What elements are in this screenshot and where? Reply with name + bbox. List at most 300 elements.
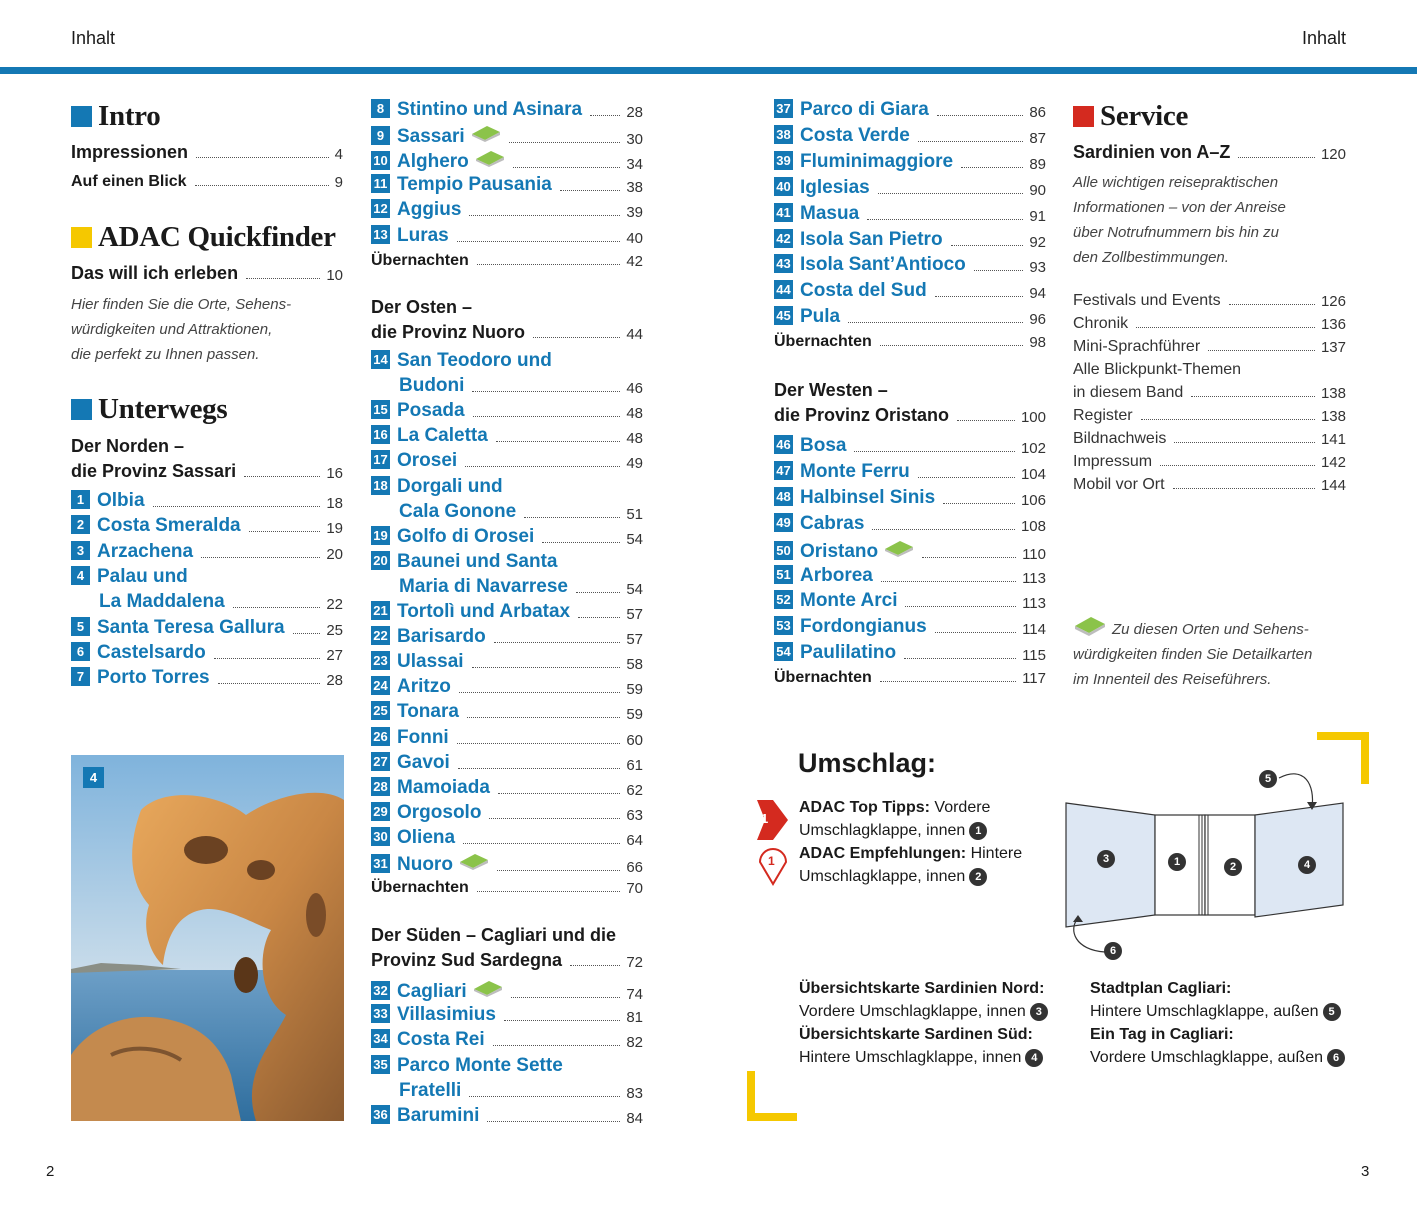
number-badge: 6 (1104, 942, 1122, 960)
toc-label: Fluminimaggiore (800, 150, 954, 172)
toc-page: 113 (1022, 569, 1046, 587)
section-intro (71, 96, 160, 136)
toc-label: Festivals und Events (1073, 292, 1221, 309)
toc-label: Oliena (397, 826, 456, 848)
number-badge: 22 (371, 626, 390, 645)
toc-page: 40 (626, 229, 643, 247)
toc-row-continued[interactable] (71, 591, 343, 613)
blue-square-icon (71, 399, 92, 420)
toc-page: 4 (334, 146, 343, 163)
toc-page: 114 (1022, 621, 1046, 639)
toc-row[interactable] (774, 513, 1046, 535)
service-row[interactable] (1073, 315, 1346, 333)
number-badge: 1 (969, 822, 987, 840)
number-badge: 42 (774, 229, 793, 248)
toc-page: 20 (326, 545, 343, 563)
section-quickfinder (71, 217, 336, 257)
toc-row[interactable] (71, 263, 343, 284)
toc-label: San Teodoro und (397, 350, 552, 371)
number-badge: 51 (774, 565, 793, 584)
section-title: ADAC Quickfinder (98, 220, 336, 253)
toc-label: Porto Torres (97, 667, 210, 689)
number-badge: 20 (371, 551, 390, 570)
toc-row[interactable] (371, 879, 643, 897)
toc-label: Tortolì und Arbatax (397, 601, 571, 622)
number-badge: 48 (774, 487, 793, 506)
photo-capo-testa (71, 755, 344, 1121)
toc-row[interactable] (774, 99, 1046, 121)
toc-row[interactable] (71, 617, 343, 639)
number-badge: 54 (774, 642, 793, 661)
toc-label: Sardinien von A–Z (1073, 142, 1231, 162)
map-note: Zu diesen Orten und Sehens- würdigkeiten finden Sie Detailkarten im Innenteil des Reiseführers. (1073, 621, 1313, 688)
toc-row[interactable] (371, 1029, 643, 1051)
toc-page: 126 (1320, 293, 1346, 310)
number-badge: 11 (371, 174, 390, 193)
toc-label: Übernachten (371, 251, 469, 269)
toc-row[interactable] (774, 669, 1046, 687)
number-badge: 36 (371, 1105, 390, 1124)
toc-row[interactable] (71, 541, 343, 563)
section-unterwegs (71, 389, 227, 429)
service-row[interactable] (1073, 476, 1346, 494)
toc-row[interactable] (71, 667, 343, 689)
toc-row[interactable] (71, 173, 343, 191)
toc-label: Chronik (1073, 315, 1129, 332)
number-badge: 41 (774, 203, 793, 222)
toc-label: Costa del Sud (800, 280, 927, 302)
toc-row[interactable] (371, 777, 643, 799)
section-title: Service (1100, 99, 1189, 132)
number-badge: 53 (774, 616, 793, 635)
toc-label: Barisardo (397, 626, 486, 648)
toc-label: La Caletta (397, 425, 488, 447)
toc-label: Tonara (397, 701, 459, 723)
toc-row[interactable] (371, 149, 643, 173)
toc-label: Paulilatino (800, 642, 897, 664)
toc-row[interactable] (371, 124, 643, 148)
number-badge: 7 (71, 667, 90, 686)
toc-page: 48 (626, 430, 643, 448)
number-badge: 12 (371, 199, 390, 218)
toc-row[interactable] (774, 151, 1046, 173)
toc-row-continued[interactable] (371, 375, 643, 397)
toc-page: 46 (626, 380, 643, 398)
number-badge: 21 (371, 601, 390, 620)
toc-label: Nuoro (397, 854, 453, 875)
toc-page: 48 (626, 405, 643, 423)
toc-row[interactable] (371, 199, 643, 221)
number-badge: 27 (371, 752, 390, 771)
toc-row[interactable] (371, 827, 643, 849)
toc-page: 64 (626, 831, 643, 849)
toc-label: Maria di Navarrese (399, 575, 568, 597)
number-badge: 6 (71, 642, 90, 661)
toc-label: Impressionen (71, 142, 189, 162)
toc-page: 98 (1029, 334, 1046, 352)
number-badge: 29 (371, 802, 390, 821)
toc-row[interactable] (371, 1004, 643, 1026)
number-badge: 2 (969, 868, 987, 886)
service-description: Alle wichtigen reisepraktischen Informationen – von der Anreise über Notrufnummern bis hin zu den Zollbestimmungen. (1073, 174, 1286, 266)
toc-label: Dorgali und (397, 475, 503, 497)
toc-page: 66 (626, 859, 643, 876)
service-row[interactable] (1073, 292, 1346, 310)
toc-row[interactable] (371, 1105, 643, 1127)
toc-label: die Provinz Oristano (774, 405, 950, 425)
number-badge: 25 (371, 701, 390, 720)
toc-row[interactable] (371, 425, 643, 447)
number-badge: 40 (774, 177, 793, 196)
toc-row[interactable] (371, 802, 643, 824)
toc-label: Villasimius (397, 1004, 496, 1026)
region-heading: Der Osten – (371, 297, 473, 317)
toc-label: Santa Teresa Gallura (97, 616, 285, 638)
toc-label: in diesem Band (1073, 384, 1184, 401)
service-row[interactable] (1073, 430, 1346, 448)
toc-page: 63 (626, 806, 643, 824)
number-badge: 18 (371, 476, 390, 495)
toc-label: Arzachena (97, 540, 194, 562)
toc-page: 19 (326, 520, 343, 538)
toc-row[interactable] (371, 701, 643, 723)
toc-row[interactable] (371, 727, 643, 749)
top-tipp-marker-icon: 1 (755, 800, 789, 840)
toc-label: Costa Verde (800, 124, 910, 146)
number-badge: 37 (774, 99, 793, 118)
toc-row[interactable] (774, 125, 1046, 147)
toc-row[interactable] (774, 203, 1046, 225)
toc-row-continued[interactable] (371, 576, 643, 598)
toc-page: 28 (626, 104, 643, 121)
number-badge: 14 (371, 350, 390, 369)
toc-row[interactable] (71, 566, 343, 588)
toc-row[interactable] (371, 950, 643, 971)
toc-page: 44 (626, 326, 643, 343)
toc-page: 115 (1022, 647, 1046, 665)
number-badge: 6 (1327, 1049, 1345, 1067)
number-badge: 34 (371, 1029, 390, 1048)
toc-page: 86 (1029, 104, 1046, 121)
number-badge: 47 (774, 461, 793, 480)
toc-page: 106 (1020, 491, 1046, 509)
toc-row[interactable] (71, 142, 343, 163)
toc-label: Aritzo (397, 676, 451, 698)
toc-row[interactable] (371, 551, 643, 573)
toc-row[interactable] (774, 405, 1046, 426)
number-badge: 30 (371, 827, 390, 846)
toc-row-continued[interactable] (371, 1080, 643, 1102)
number-badge: 9 (371, 126, 390, 145)
toc-page: 74 (626, 986, 643, 1003)
toc-page: 58 (626, 656, 643, 674)
toc-page: 54 (626, 530, 643, 548)
toc-page: 60 (626, 731, 643, 749)
number-badge: 4 (1298, 856, 1316, 874)
toc-label: Iglesias (800, 176, 870, 198)
toc-page: 42 (626, 252, 643, 270)
number-badge: 28 (371, 777, 390, 796)
quickfinder-description: Hier finden Sie die Orte, Sehens- würdigkeiten und Attraktionen, die perfekt zu Ihnen passen. (71, 296, 292, 363)
toc-row[interactable] (774, 280, 1046, 302)
toc-row[interactable] (774, 254, 1046, 276)
toc-label: Auf einen Blick (71, 173, 187, 190)
toc-row[interactable] (371, 752, 643, 774)
toc-page: 30 (626, 131, 643, 149)
service-row (1073, 361, 1346, 379)
toc-label: Cagliari (397, 981, 467, 1002)
cover-empfehlungen: ADAC Empfehlungen: Hintere Umschlagklappe, innen 2 (799, 845, 1023, 885)
toc-label: Pula (800, 306, 841, 328)
toc-row[interactable] (774, 333, 1046, 351)
toc-page: 108 (1020, 517, 1046, 535)
toc-page: 59 (626, 706, 643, 724)
toc-label: Sassari (397, 126, 465, 148)
toc-label: Bosa (800, 435, 847, 456)
toc-label: Cala Gonone (399, 500, 517, 522)
number-badge: 8 (371, 99, 390, 118)
toc-row[interactable] (371, 626, 643, 648)
toc-label: La Maddalena (99, 591, 225, 613)
photo-badge: 4 (83, 767, 104, 788)
cover-top-tipps: ADAC Top Tipps: Vordere Umschlagklappe, innen 1 (799, 799, 991, 839)
page-number-right: 3 (1361, 1163, 1370, 1180)
toc-row[interactable] (71, 461, 343, 482)
toc-row[interactable] (371, 476, 643, 498)
cover-fold-diagram (1060, 760, 1380, 965)
header-right: Inhalt (1301, 28, 1346, 48)
service-row[interactable] (1073, 338, 1346, 356)
toc-row[interactable] (371, 450, 643, 472)
toc-row[interactable] (774, 539, 1046, 563)
toc-page: 144 (1320, 477, 1346, 494)
map-detail-icon (475, 149, 505, 167)
toc-label: die Provinz Nuoro (371, 322, 526, 342)
number-badge: 3 (1030, 1003, 1048, 1021)
number-badge: 46 (774, 435, 793, 454)
toc-row[interactable] (371, 252, 643, 270)
toc-row[interactable] (71, 515, 343, 537)
toc-page: 51 (626, 505, 643, 523)
page-number-left: 2 (46, 1163, 55, 1180)
toc-row[interactable] (774, 306, 1046, 328)
toc-page: 87 (1029, 129, 1046, 147)
toc-page: 92 (1029, 233, 1046, 251)
toc-page: 81 (626, 1009, 643, 1027)
number-badge: 50 (774, 541, 793, 560)
toc-row[interactable] (371, 601, 643, 623)
toc-label: Palau und (97, 565, 188, 587)
toc-label: Aggius (397, 199, 462, 221)
toc-row[interactable] (371, 174, 643, 196)
yellow-corner-bracket (747, 1071, 797, 1121)
toc-page: 39 (626, 204, 643, 222)
toc-row[interactable] (774, 487, 1046, 509)
toc-label: Tempio Pausania (397, 174, 552, 196)
number-badge: 10 (371, 151, 390, 170)
toc-page: 138 (1320, 408, 1346, 425)
toc-page: 16 (326, 465, 343, 482)
toc-row[interactable] (71, 490, 343, 512)
toc-page: 142 (1320, 454, 1346, 471)
toc-row[interactable] (774, 229, 1046, 251)
map-detail-icon (473, 979, 503, 997)
toc-page: 136 (1320, 316, 1346, 333)
toc-page: 84 (626, 1110, 643, 1127)
toc-page: 89 (1029, 155, 1046, 173)
toc-label: Übernachten (774, 333, 872, 351)
number-badge: 2 (1224, 858, 1242, 876)
number-badge: 5 (1259, 770, 1277, 788)
toc-page: 120 (1320, 146, 1346, 163)
toc-label: Cabras (800, 512, 865, 534)
number-badge: 13 (371, 225, 390, 244)
toc-row[interactable] (371, 676, 643, 698)
toc-label: Orosei (397, 450, 458, 472)
toc-label: Oristano (800, 540, 879, 562)
toc-label: Parco Monte Sette (397, 1054, 563, 1076)
blue-square-icon (71, 106, 92, 127)
toc-row[interactable] (774, 435, 1046, 457)
number-badge: 38 (774, 125, 793, 144)
toc-label: Parco di Giara (800, 99, 929, 120)
toc-row[interactable] (371, 350, 643, 372)
number-badge: 24 (371, 676, 390, 695)
number-badge: 4 (1025, 1049, 1043, 1067)
toc-row[interactable] (371, 225, 643, 247)
toc-row[interactable] (371, 526, 643, 548)
number-badge: 1 (71, 490, 90, 509)
cover-title: Umschlag: (798, 748, 937, 778)
toc-label: Costa Smeralda (97, 515, 241, 537)
toc-page: 137 (1320, 339, 1346, 356)
toc-row[interactable] (371, 99, 643, 121)
toc-page: 10 (326, 267, 343, 284)
region-heading: Der Norden – (71, 436, 185, 456)
toc-label: Castelsardo (97, 641, 206, 663)
toc-row[interactable] (371, 1055, 643, 1077)
number-badge: 52 (774, 590, 793, 609)
toc-row[interactable] (71, 642, 343, 664)
header-left: Inhalt (71, 28, 116, 48)
toc-label: Provinz Sud Sardegna (371, 950, 563, 970)
toc-label: Budoni (399, 375, 465, 397)
number-badge: 16 (371, 425, 390, 444)
toc-row[interactable] (371, 852, 643, 876)
toc-page: 141 (1320, 431, 1346, 448)
toc-page: 91 (1029, 207, 1046, 225)
toc-label: Mobil vor Ort (1073, 476, 1165, 493)
toc-page: 27 (326, 646, 343, 664)
toc-row-continued[interactable] (371, 501, 643, 523)
toc-page: 100 (1020, 409, 1046, 426)
toc-row[interactable] (774, 177, 1046, 199)
service-row[interactable] (1073, 384, 1346, 402)
number-badge: 3 (71, 541, 90, 560)
toc-page: 72 (626, 954, 643, 971)
toc-page: 28 (326, 672, 343, 690)
service-row[interactable] (1073, 407, 1346, 425)
toc-label: Posada (397, 400, 465, 422)
toc-page: 138 (1320, 385, 1346, 402)
toc-label: Alle Blickpunkt-Themen (1073, 361, 1242, 378)
toc-page: 110 (1022, 545, 1046, 563)
rock-photo-image (71, 755, 344, 1121)
toc-row[interactable] (774, 642, 1046, 664)
toc-page: 61 (626, 756, 643, 774)
number-badge: 17 (371, 450, 390, 469)
yellow-square-icon (71, 227, 92, 248)
toc-label: Gavoi (397, 751, 450, 773)
region-heading: Der Süden – Cagliari und die (371, 925, 617, 945)
toc-label: Golfo di Orosei (397, 525, 535, 547)
section-service (1073, 96, 1188, 136)
toc-row[interactable] (371, 979, 643, 1003)
toc-label: Fordongianus (800, 616, 927, 638)
toc-row[interactable] (774, 461, 1046, 483)
toc-page: 49 (626, 455, 643, 473)
toc-page: 113 (1022, 595, 1046, 613)
toc-page: 104 (1020, 465, 1046, 483)
service-row[interactable] (1073, 453, 1346, 471)
map-detail-icon (471, 124, 501, 142)
toc-page: 96 (1029, 311, 1046, 329)
toc-row[interactable] (774, 565, 1046, 587)
toc-row[interactable] (1073, 142, 1346, 163)
toc-label: Bildnachweis (1073, 430, 1167, 447)
number-badge: 45 (774, 306, 793, 325)
toc-page: 93 (1029, 259, 1046, 277)
toc-label: Stintino und Asinara (397, 99, 583, 120)
number-badge: 23 (371, 651, 390, 670)
number-badge: 49 (774, 513, 793, 532)
toc-row[interactable] (371, 651, 643, 673)
toc-label: Barumini (397, 1105, 480, 1126)
recommendation-marker-icon: 1 (757, 846, 789, 886)
toc-page: 117 (1022, 670, 1046, 688)
region-heading: Der Westen – (774, 380, 888, 400)
toc-page: 34 (626, 156, 643, 174)
toc-label: Baunei und Santa (397, 550, 558, 572)
toc-row[interactable] (371, 322, 643, 343)
number-badge: 32 (371, 981, 390, 1000)
toc-row[interactable] (371, 400, 643, 422)
toc-label: Fonni (397, 726, 449, 748)
toc-page: 57 (626, 631, 643, 649)
toc-label: Orgosolo (397, 801, 482, 823)
number-badge: 44 (774, 280, 793, 299)
toc-label: Impressum (1073, 453, 1153, 470)
toc-label: Fratelli (399, 1079, 462, 1101)
cover-maps: Übersichtskarte Sardinien Nord: Vordere Umschlagklappe, innen 3 Übersichtskarte Sardinen Süd: Hintere Umschlagklappe, innen 4 (799, 977, 1048, 1069)
number-badge: 26 (371, 727, 390, 746)
toc-label: Alghero (397, 151, 469, 173)
number-badge: 39 (774, 151, 793, 170)
toc-page: 22 (326, 596, 343, 614)
toc-label: Isola Sant’Antioco (800, 254, 966, 276)
toc-row[interactable] (774, 590, 1046, 612)
number-badge: 1 (1168, 853, 1186, 871)
number-badge: 5 (71, 617, 90, 636)
map-detail-icon (884, 539, 914, 557)
toc-label: Monte Ferru (800, 460, 910, 482)
toc-label: Das will ich erleben (71, 263, 239, 283)
toc-label: Übernachten (774, 669, 872, 687)
number-badge: 19 (371, 526, 390, 545)
toc-page: 18 (326, 495, 343, 512)
toc-label: Luras (397, 224, 449, 246)
toc-row[interactable] (774, 616, 1046, 638)
